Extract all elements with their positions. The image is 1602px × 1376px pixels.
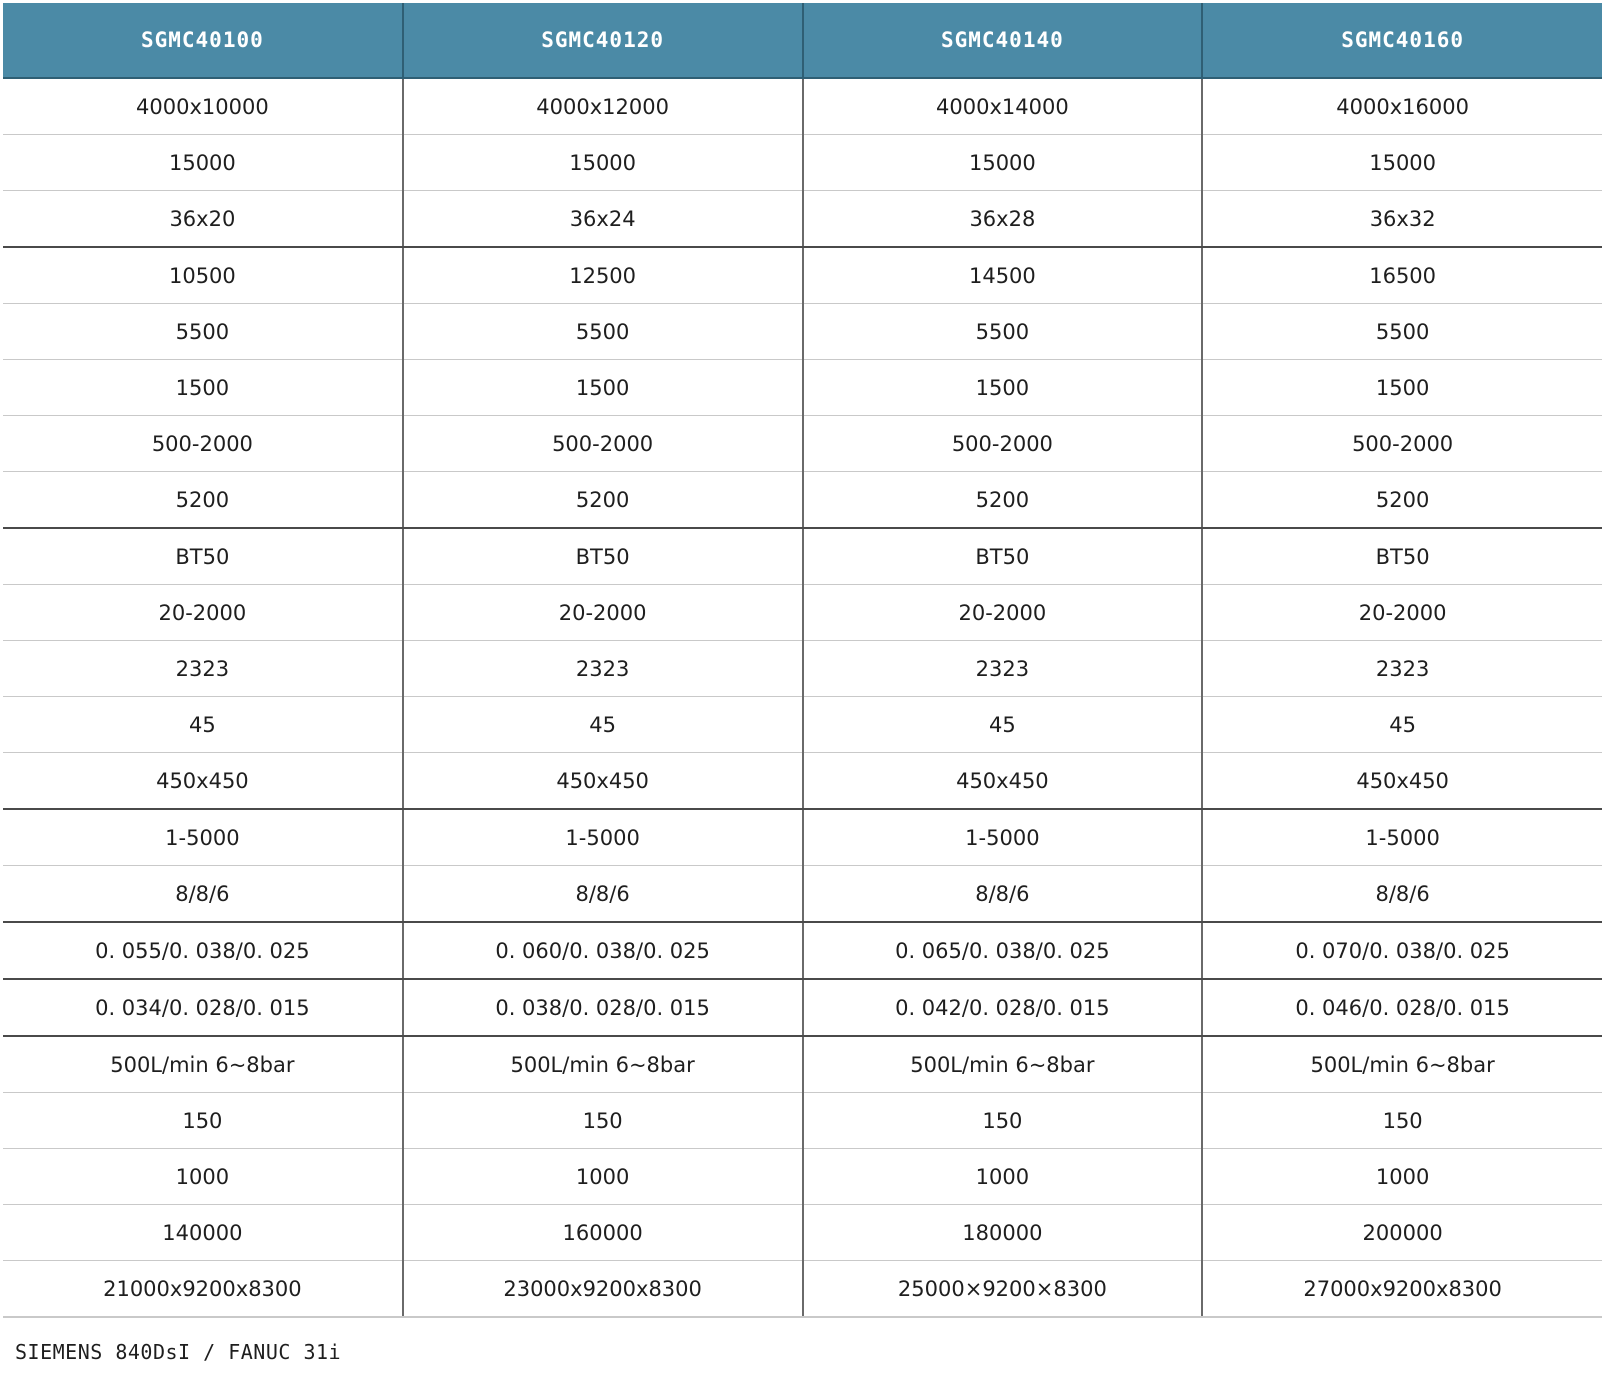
table-cell: 5200 [403, 472, 803, 529]
table-cell: BT50 [1202, 528, 1602, 585]
table-cell: 150 [3, 1093, 403, 1149]
table-cell: 16500 [1202, 247, 1602, 304]
table-cell: 500L/min 6~8bar [803, 1036, 1203, 1093]
table-cell: 45 [403, 697, 803, 753]
table-cell: 500L/min 6~8bar [1202, 1036, 1602, 1093]
table-cell: 0. 034/0. 028/0. 015 [3, 979, 403, 1036]
table-row [3, 1261, 1602, 1318]
table-cell: 25000×9200×8300 [803, 1261, 1203, 1318]
table-row [3, 1036, 1602, 1093]
table-cell: 5200 [3, 472, 403, 529]
table-cell: 1500 [3, 360, 403, 416]
table-row [3, 697, 1602, 753]
table-cell: 8/8/6 [803, 866, 1203, 923]
table-cell: 15000 [3, 135, 403, 191]
table-row [3, 979, 1602, 1036]
table-cell: 0. 065/0. 038/0. 025 [803, 922, 1203, 979]
table-cell: 5200 [803, 472, 1203, 529]
table-row [3, 416, 1602, 472]
table-cell: 1-5000 [1202, 809, 1602, 866]
table-cell: 8/8/6 [3, 866, 403, 923]
table-cell: 150 [1202, 1093, 1602, 1149]
table-cell: 140000 [3, 1205, 403, 1261]
table-cell: 1-5000 [3, 809, 403, 866]
table-row [3, 1093, 1602, 1149]
table-cell: 15000 [403, 135, 803, 191]
table-row [3, 360, 1602, 416]
spec-table [3, 3, 1602, 1318]
table-cell: 15000 [803, 135, 1203, 191]
table-cell: 500-2000 [3, 416, 403, 472]
table-cell: 45 [3, 697, 403, 753]
table-cell: 36x24 [403, 191, 803, 248]
table-cell: 5500 [1202, 304, 1602, 360]
table-cell: 4000x14000 [803, 78, 1203, 135]
table-cell: 2323 [403, 641, 803, 697]
table-cell: 450x450 [1202, 753, 1602, 810]
table-cell: 10500 [3, 247, 403, 304]
table-cell: 5500 [3, 304, 403, 360]
header-cell-model-4: SGMC40160 [1202, 3, 1602, 78]
table-cell: 20-2000 [403, 585, 803, 641]
table-cell: 0. 042/0. 028/0. 015 [803, 979, 1203, 1036]
header-cell-model-3: SGMC40140 [803, 3, 1203, 78]
table-cell: 2323 [1202, 641, 1602, 697]
table-cell: 0. 055/0. 038/0. 025 [3, 922, 403, 979]
header-row [3, 3, 1602, 78]
table-cell: 500L/min 6~8bar [403, 1036, 803, 1093]
table-cell: 4000x16000 [1202, 78, 1602, 135]
table-cell: 1500 [403, 360, 803, 416]
table-cell: 1000 [1202, 1149, 1602, 1205]
table-cell: 0. 070/0. 038/0. 025 [1202, 922, 1602, 979]
table-cell: 20-2000 [3, 585, 403, 641]
table-cell: 2323 [803, 641, 1203, 697]
table-row [3, 1149, 1602, 1205]
table-cell: 12500 [403, 247, 803, 304]
table-cell: 4000x10000 [3, 78, 403, 135]
table-cell: 15000 [1202, 135, 1602, 191]
table-cell: 1500 [1202, 360, 1602, 416]
table-cell: 160000 [403, 1205, 803, 1261]
table-cell: 180000 [803, 1205, 1203, 1261]
table-row [3, 472, 1602, 529]
controller-note: SIEMENS 840DsI / FANUC 31i [15, 1340, 342, 1364]
table-cell: 20-2000 [803, 585, 1203, 641]
table-row [3, 809, 1602, 866]
table-cell: 27000x9200x8300 [1202, 1261, 1602, 1318]
table-cell: BT50 [403, 528, 803, 585]
table-cell: 1-5000 [403, 809, 803, 866]
table-cell: 150 [403, 1093, 803, 1149]
table-cell: 500-2000 [403, 416, 803, 472]
table-cell: 4000x12000 [403, 78, 803, 135]
table-row [3, 585, 1602, 641]
table-cell: BT50 [3, 528, 403, 585]
table-cell: 450x450 [3, 753, 403, 810]
table-cell: 5500 [403, 304, 803, 360]
table-cell: 450x450 [803, 753, 1203, 810]
table-row [3, 753, 1602, 810]
table-cell: 150 [803, 1093, 1203, 1149]
table-row [3, 135, 1602, 191]
table-cell: 20-2000 [1202, 585, 1602, 641]
table-cell: 8/8/6 [403, 866, 803, 923]
table-cell: 1000 [3, 1149, 403, 1205]
table-cell: 200000 [1202, 1205, 1602, 1261]
table-row [3, 641, 1602, 697]
table-row [3, 1205, 1602, 1261]
table-cell: 1500 [803, 360, 1203, 416]
table-row [3, 528, 1602, 585]
header-cell-model-2: SGMC40120 [403, 3, 803, 78]
table-cell: 450x450 [403, 753, 803, 810]
table-cell: 5200 [1202, 472, 1602, 529]
table-cell: 2323 [3, 641, 403, 697]
table-cell: 500-2000 [803, 416, 1203, 472]
spec-table-container [3, 3, 1602, 1318]
table-cell: 36x28 [803, 191, 1203, 248]
table-cell: 1000 [403, 1149, 803, 1205]
table-cell: BT50 [803, 528, 1203, 585]
table-cell: 1000 [803, 1149, 1203, 1205]
table-row [3, 191, 1602, 248]
table-cell: 23000x9200x8300 [403, 1261, 803, 1318]
table-cell: 0. 046/0. 028/0. 015 [1202, 979, 1602, 1036]
table-row [3, 78, 1602, 135]
table-cell: 500-2000 [1202, 416, 1602, 472]
table-row [3, 866, 1602, 923]
table-cell: 500L/min 6~8bar [3, 1036, 403, 1093]
table-cell: 45 [1202, 697, 1602, 753]
header-cell-model-1: SGMC40100 [3, 3, 403, 78]
table-cell: 0. 060/0. 038/0. 025 [403, 922, 803, 979]
table-cell: 5500 [803, 304, 1203, 360]
table-cell: 45 [803, 697, 1203, 753]
table-cell: 1-5000 [803, 809, 1203, 866]
table-row [3, 922, 1602, 979]
table-cell: 36x20 [3, 191, 403, 248]
table-cell: 8/8/6 [1202, 866, 1602, 923]
table-cell: 14500 [803, 247, 1203, 304]
table-row [3, 247, 1602, 304]
table-cell: 0. 038/0. 028/0. 015 [403, 979, 803, 1036]
table-cell: 36x32 [1202, 191, 1602, 248]
table-row [3, 304, 1602, 360]
table-cell: 21000x9200x8300 [3, 1261, 403, 1318]
